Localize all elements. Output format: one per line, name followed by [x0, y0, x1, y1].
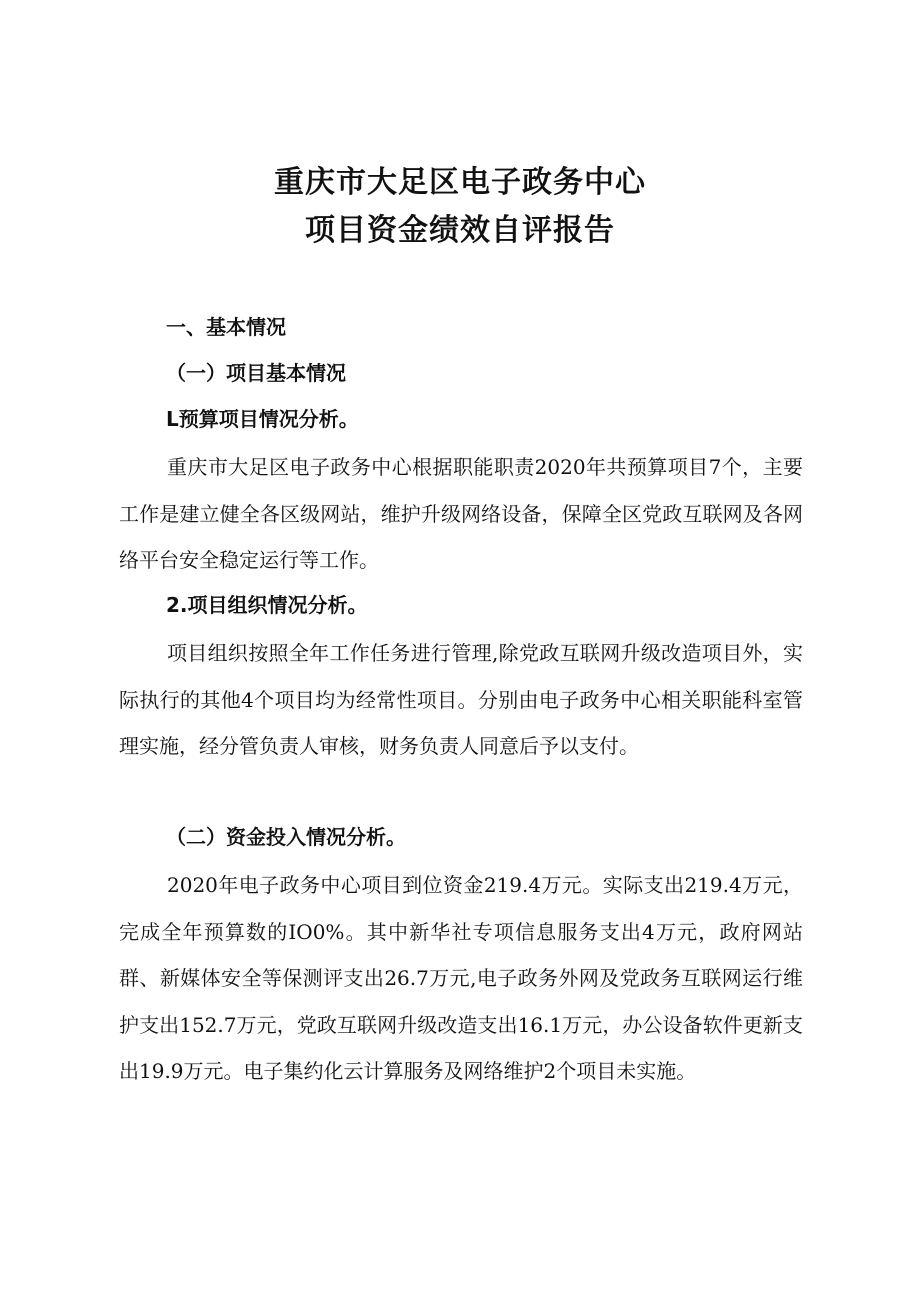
item-heading-budget-analysis: L预算项目情况分析。 — [166, 407, 359, 431]
document-title-line1: 重庆市大足区电子政务中心 — [274, 165, 646, 200]
subsection-heading-project-info: （一）项目基本情况 — [166, 361, 346, 385]
paragraph-organization-analysis: 项目组织按照全年工作任务进行管理,除党政互联网升级改造项目外，实际执行的其他4个项目均为经常性项目。分别由电子政务中心相关职能科室管理实施，经分管负责人审核，财务负责人同意后予以支付。 — [119, 641, 803, 759]
section-heading-basic-info: 一、基本情况 — [166, 315, 286, 339]
paragraph-budget-analysis: 重庆市大足区电子政务中心根据职能职责2020年共预算项目7个，主要工作是建立健全各区级网站，维护升级网络设备，保障全区党政互联网及各网络平台安全稳定运行等工作。 — [119, 455, 803, 573]
item-heading-organization-analysis: 2.项目组织情况分析。 — [166, 593, 368, 617]
document-title-line2: 项目资金绩效自评报告 — [305, 213, 615, 248]
subsection-heading-funding-analysis: （二）资金投入情况分析。 — [166, 825, 406, 849]
paragraph-funding-analysis: 2020年电子政务中心项目到位资金219.4万元。实际支出219.4万元，完成全年预算数的IO0%。其中新华社专项信息服务支出4万元，政府网站群、新媒体安全等保测评支出26.7万元,电子政务外网及党政务互联网运行维护支出152.7万元，党政互联网升级改造支出16.1万元，办公设备软件更新支出19.9万元。电子集约化云计算服务及网络维护2个项目未实施。 — [119, 873, 803, 1084]
